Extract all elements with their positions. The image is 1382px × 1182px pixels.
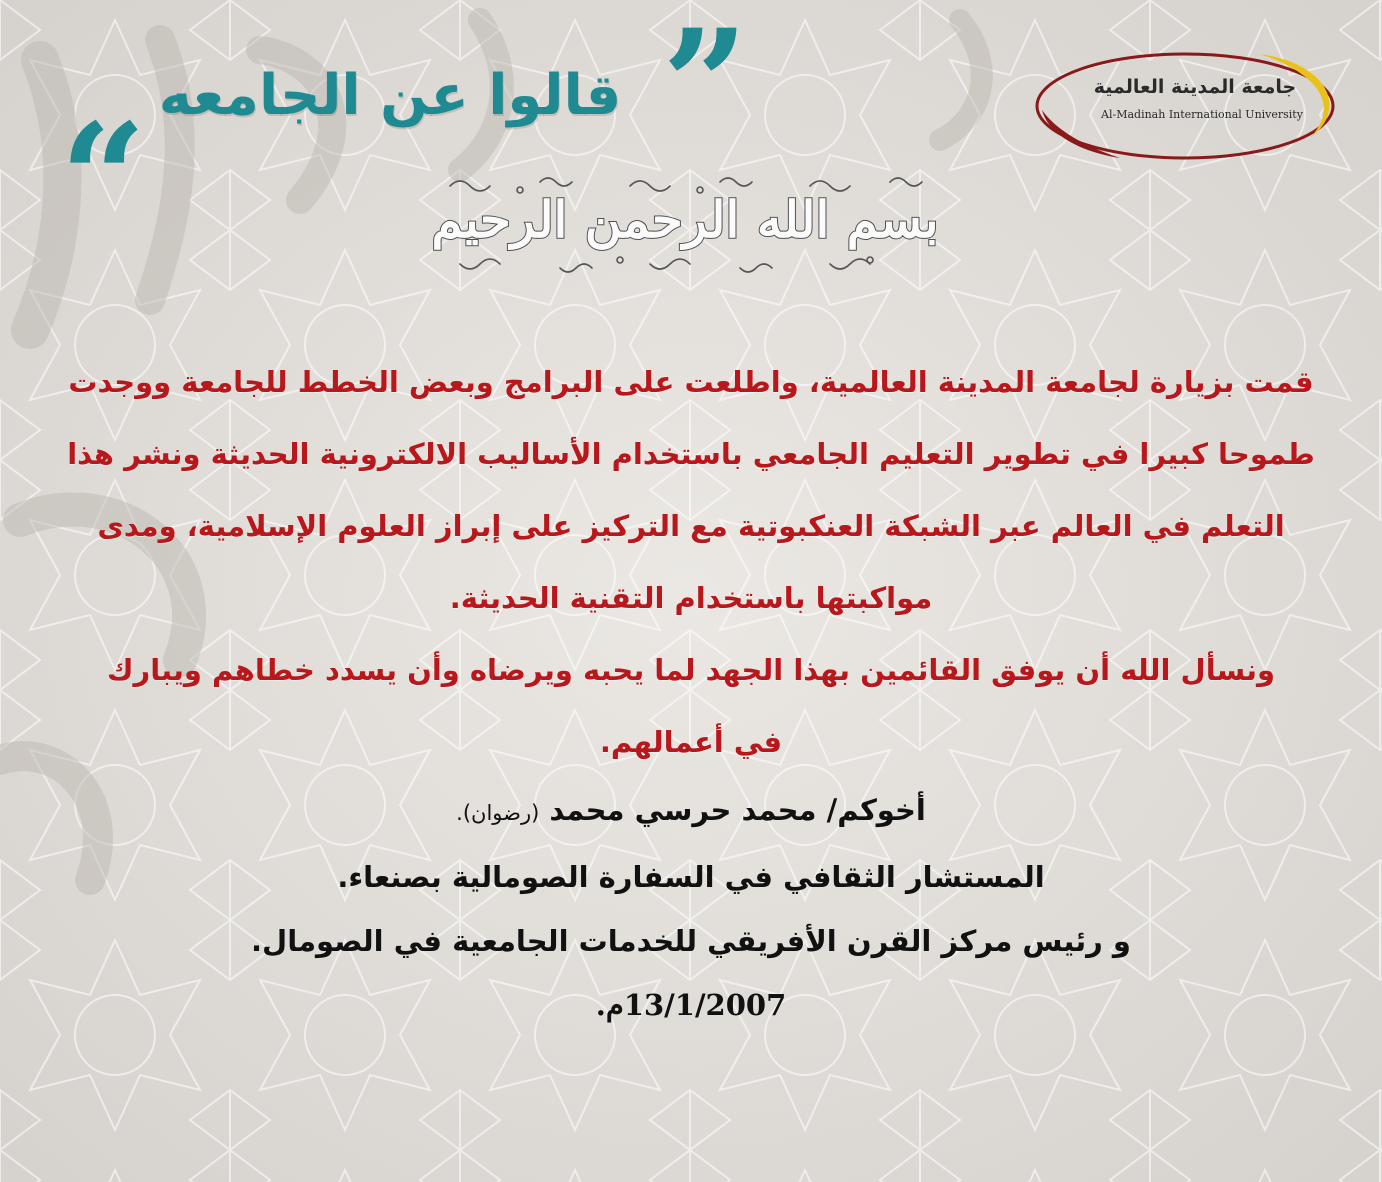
page-title: قالوا عن الجامعه — [158, 63, 622, 128]
logo-english-name: Al-Madinah International University — [1101, 108, 1303, 121]
signature-name-paren: (رضوان). — [456, 801, 540, 825]
signature-position-1: المستشار الثقافي في السفارة الصومالية بصنعاء. — [337, 860, 1045, 894]
basmala-text: بسم الله الرحمن الرحيم — [431, 190, 939, 249]
basmala — [420, 168, 950, 278]
logo-ring-icon — [1030, 40, 1345, 165]
testimonial-body — [40, 346, 1342, 1037]
signature-position-2: و رئيس مركز القرن الأفريقي للخدمات الجامعية في الصومال. — [251, 924, 1131, 958]
title-quote-close: ” — [662, 0, 749, 173]
testimonial-paragraph-2: ونسأل الله أن يوفق القائمين بهذا الجهد لما يحبه ويرضاه وأن يسدد خطاهم ويبارك في أعمالهم. — [106, 653, 1276, 759]
title-quote-open: “ — [60, 91, 147, 267]
signature-date: 13/1/2007م. — [595, 988, 787, 1022]
signature-name — [40, 778, 1342, 845]
signature-name-prefix: أخوكم/ محمد حرسي محمد — [549, 793, 926, 827]
logo-arabic-name: جامعة المدينة العالمية — [1093, 76, 1297, 98]
testimonial-paragraph-1: قمت بزيارة لجامعة المدينة العالمية، واطلعت على البرامج وبعض الخطط للجامعة ووجدت طموحا كبيرا في تطوير التعليم الجامعي باستخدام الأساليب الالكترونية الحديثة ونشر هذا التعلم في العالم عبر الشبكة العنكبوتية مع التركيز على إبراز العلوم الإسلامية، ومدى مواكبتها باستخدام التقنية الحديثة. — [67, 365, 1315, 615]
university-logo — [1030, 40, 1345, 165]
